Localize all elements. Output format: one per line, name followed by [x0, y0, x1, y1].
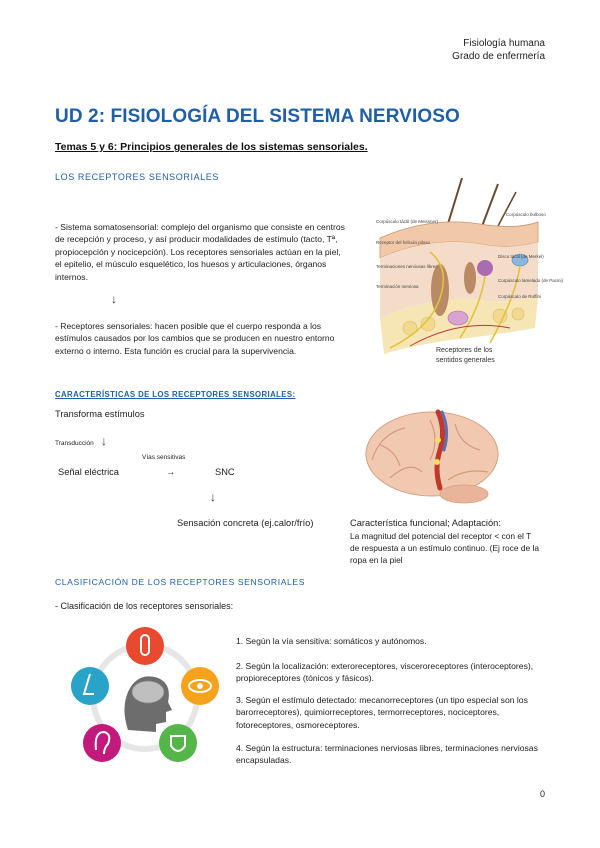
- caracteristica-funcional: Característica funcional; Adaptación:: [350, 518, 501, 528]
- transduccion-label: Transducción: [55, 440, 94, 447]
- vias-sensitivas: Vías sensitivas: [142, 454, 186, 461]
- clasificacion-item-4: 4. Según la estructura: terminaciones nerviosas libres, terminaciones nerviosas encapsuladas.: [236, 743, 538, 766]
- brain-figure: [360, 400, 505, 505]
- label-pacini: Corpúsculo lamelado (de Pacini): [498, 278, 564, 283]
- paragraph-receptores: - Receptores sensoriales: hacen posible que el cuerpo responda a los estímulos causados por los cambios que se producen en nuestro entorno externo o interno. Esta función es crucial para la supervivencia.: [55, 321, 335, 356]
- right-arrow: →: [166, 467, 176, 477]
- header-course: Fisiología humana: [463, 38, 545, 49]
- section-caracteristicas-heading: CARACTERÍSTICAS DE LOS RECEPTORES SENSORIALES:: [55, 390, 296, 399]
- paragraph-somatosensorial: - Sistema somatosensorial: complejo del organismo que consiste en centros de recepción y proceso, y así producir modalidades de estímulo (tacto, Tª, propiocepción y nocicepción). Los receptores sensoriales actúan en la piel, el epitelio, el músculo esquelético, los huesos y articulaciones, órganos internos.: [55, 222, 345, 282]
- skin-receptors-figure: [370, 178, 564, 378]
- label-terminacion: Terminación nerviosa: [376, 284, 419, 289]
- label-bulboso: Corpúsculo bulboso: [506, 212, 546, 217]
- page-number: 0: [539, 789, 545, 799]
- adaptacion-text: La magnitud del potencial del receptor < con el T de respuesta a un estímulo continuo. (Ej roce de la ropa en la piel: [350, 531, 540, 565]
- transduccion-arrow: ↓: [101, 434, 107, 448]
- clasificacion-item-2: 2. Según la localización: exteroreceptores, visceroreceptores (interoceptores), propioreceptores (tónicos y fásicos).: [236, 661, 534, 684]
- clasificacion-intro: - Clasificación de los receptores sensoriales:: [55, 601, 234, 611]
- sensacion-concreta: Sensación concreta (ej.calor/frío): [177, 518, 314, 528]
- label-foliculo: Receptor del folículo piloso: [376, 240, 431, 245]
- topic-heading: Temas 5 y 6: Principios generales de los sistemas sensoriales.: [55, 141, 368, 153]
- clasificacion-item-3: 3. Según el estímulo detectado: mecanorreceptores (un tipo especial son los barorreceptores), quimiorreceptores, termorreceptores, nociceptores, fotoreceptores, osmoreceptores.: [236, 695, 528, 730]
- figure-caption-line1: Receptores de los: [436, 347, 493, 354]
- smell-circle: [71, 667, 109, 705]
- header-degree: Grado de enfermería: [452, 51, 545, 62]
- figure-caption-line2: sentidos generales: [436, 357, 495, 364]
- label-meissner: Corpúsculo táctil (de Meissner): [376, 219, 439, 224]
- touch-circle: [126, 627, 164, 665]
- senses-figure: [60, 622, 230, 772]
- clasificacion-item-1: 1. Según la vía sensitiva: somáticos y autónomos.: [236, 636, 427, 646]
- senal-electrica: Señal eléctrica: [58, 467, 119, 477]
- snc-down-arrow: ↓: [210, 490, 216, 504]
- label-libres: Terminaciones nerviosas libres: [376, 264, 438, 269]
- transforma-estimulos: Transforma estímulos: [55, 409, 145, 419]
- label-ruffini: Corpúsculo de Ruffini: [498, 294, 541, 299]
- taste-circle: [159, 724, 197, 762]
- hearing-circle: [83, 724, 121, 762]
- section-receptores-heading: LOS RECEPTORES SENSORIALES: [55, 172, 219, 182]
- snc-label: SNC: [215, 467, 235, 477]
- page-title: UD 2: FISIOLOGÍA DEL SISTEMA NERVIOSO: [55, 106, 460, 127]
- label-merkel: Disco táctil (de Merkel): [498, 254, 544, 259]
- down-arrow: ↓: [111, 292, 117, 306]
- section-clasificacion-heading: CLASIFICACIÓN DE LOS RECEPTORES SENSORIALES: [55, 577, 306, 587]
